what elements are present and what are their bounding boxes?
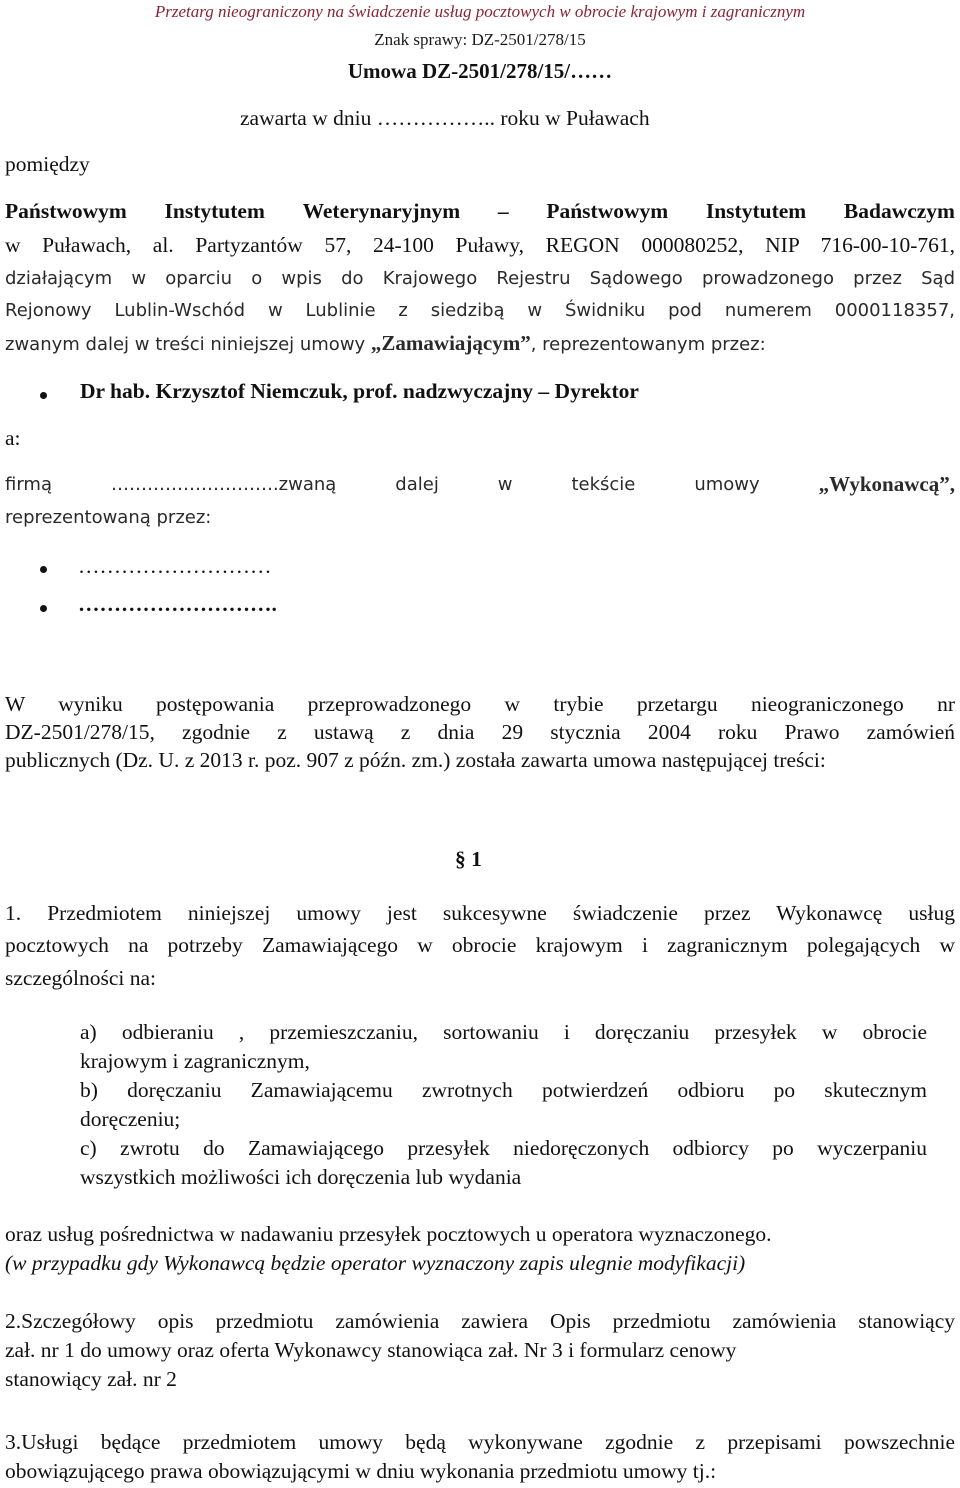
bullet (40, 392, 47, 399)
party1-representative: Dr hab. Krzysztof Niemczuk, prof. nadzwyczajny – Dyrektor (80, 379, 639, 403)
between-label: pomiędzy (5, 152, 90, 176)
item-a: a) odbieraniu , przemieszczaniu, sortowaniu i doręczaniu przesyłek w obrocie (80, 1020, 927, 1044)
para3-line: 3.Usługi będące przedmiotem umowy będą wykonywane zgodnie z przepisami powszechnie (5, 1430, 955, 1454)
bullet (40, 566, 47, 573)
designation-text: zwanym dalej w treści niniejszej umowy (5, 334, 371, 355)
item-b: doręczeniu; (80, 1107, 181, 1131)
contract-date-line: zawarta w dniu …………….. roku w Puławach (240, 106, 650, 130)
firm-designation: „Wykonawcą”, (818, 472, 955, 496)
firm-word: tekście (571, 474, 636, 495)
party1-name-word: – (497, 199, 509, 223)
section-mark: § 1 (455, 847, 482, 871)
procedure-line: publicznych (Dz. U. z 2013 r. poz. 907 z późn. zm.) została zawarta umowa następującej treści: (5, 748, 826, 772)
party2-firm-line (5, 470, 955, 499)
firm-word: dalej (395, 474, 439, 495)
firm-word: ……………………….zwaną (110, 474, 337, 495)
para2-line: 2.Szczegółowy opis przedmiotu zamówienia zawiera Opis przedmiotu zamówienia stanowiący (5, 1309, 955, 1333)
and-label: a: (5, 426, 21, 450)
designation-suffix: , reprezentowanym przez: (530, 334, 766, 355)
party2-represented-label: reprezentowaną przez: (5, 507, 212, 528)
party1-name-word: Weterynaryjnym (302, 199, 461, 223)
bullet (40, 605, 47, 612)
party1-court-line: Rejonowy Lublin-Wschód w Lublinie z siedzibą w Świdniku pod numerem 0000118357, (5, 300, 955, 321)
para1-line: pocztowych na potrzeby Zamawiającego w obrocie krajowym i zagranicznym polegających w (5, 933, 955, 957)
header-case-number: Znak sprawy: DZ-2501/278/15 (374, 30, 586, 49)
item-c: wszystkich możliwości ich doręczenia lub wydania (80, 1165, 522, 1189)
item-c: c) zwrotu do Zamawiającego przesyłek niedoręczonych odbiorcy po wyczerpaniu (80, 1136, 927, 1160)
party1-name-word: Państwowym (546, 199, 669, 223)
note-line: (w przypadku gdy Wykonawcą będzie operator wyznaczony zapis ulegnie modyfikacji) (5, 1251, 746, 1275)
intermediary-line: oraz usług pośrednictwa w nadawaniu przesyłek pocztowych u operatora wyznaczonego. (5, 1222, 772, 1246)
para2-line: zał. nr 1 do umowy oraz oferta Wykonawcy stanowiąca zał. Nr 3 i formularz cenowy (5, 1338, 737, 1362)
procedure-line: W wyniku postępowania przeprowadzonego w trybie przetargu nieograniczonego nr (5, 692, 955, 716)
designation-name: „Zamawiającym” (370, 331, 531, 355)
para1-line: szczególności na: (5, 966, 157, 990)
para3-line: obowiązującego prawa obowiązującymi w dniu wykonania przedmiotu umowy tj.: (5, 1459, 717, 1483)
item-a: krajowym i zagranicznym, (80, 1049, 310, 1073)
header-procurement-title: Przetarg nieograniczony na świadczenie usług pocztowych w obrocie krajowym i zagranicznym (154, 2, 806, 21)
party2-representative-placeholder: ………………………. (78, 592, 277, 616)
firm-word: umowy (694, 474, 760, 495)
party1-name (5, 197, 955, 226)
party2-representative-placeholder: ……………………… (78, 554, 272, 578)
contract-title: Umowa DZ-2501/278/15/…… (347, 59, 613, 83)
firm-word: firmą (5, 474, 52, 495)
party1-name-word: Instytutem (705, 199, 807, 223)
party1-address: w Puławach, al. Partyzantów 57, 24-100 Puławy, REGON 000080252, NIP 716-00-10-761, (5, 233, 955, 257)
firm-word: w (497, 474, 513, 495)
item-b: b) doręczaniu Zamawiającemu zwrotnych potwierdzeń odbioru po skutecznym (80, 1078, 927, 1102)
party1-designation (5, 329, 955, 359)
para2-line: stanowiący zał. nr 2 (5, 1367, 177, 1391)
party1-name-word: Instytutem (164, 199, 265, 223)
para1-line: 1. Przedmiotem niniejszej umowy jest sukcesywne świadczenie przez Wykonawcę usług (5, 901, 955, 925)
party1-name-word: Badawczym (843, 199, 955, 223)
procedure-line: DZ-2501/278/15, zgodnie z ustawą z dnia 29 stycznia 2004 roku Prawo zamówień (5, 720, 955, 744)
party1-name-word: Państwowym (5, 199, 127, 223)
party1-registry-line: działającym w oparciu o wpis do Krajowego Rejestru Sądowego prowadzonego przez Sąd (5, 268, 955, 289)
